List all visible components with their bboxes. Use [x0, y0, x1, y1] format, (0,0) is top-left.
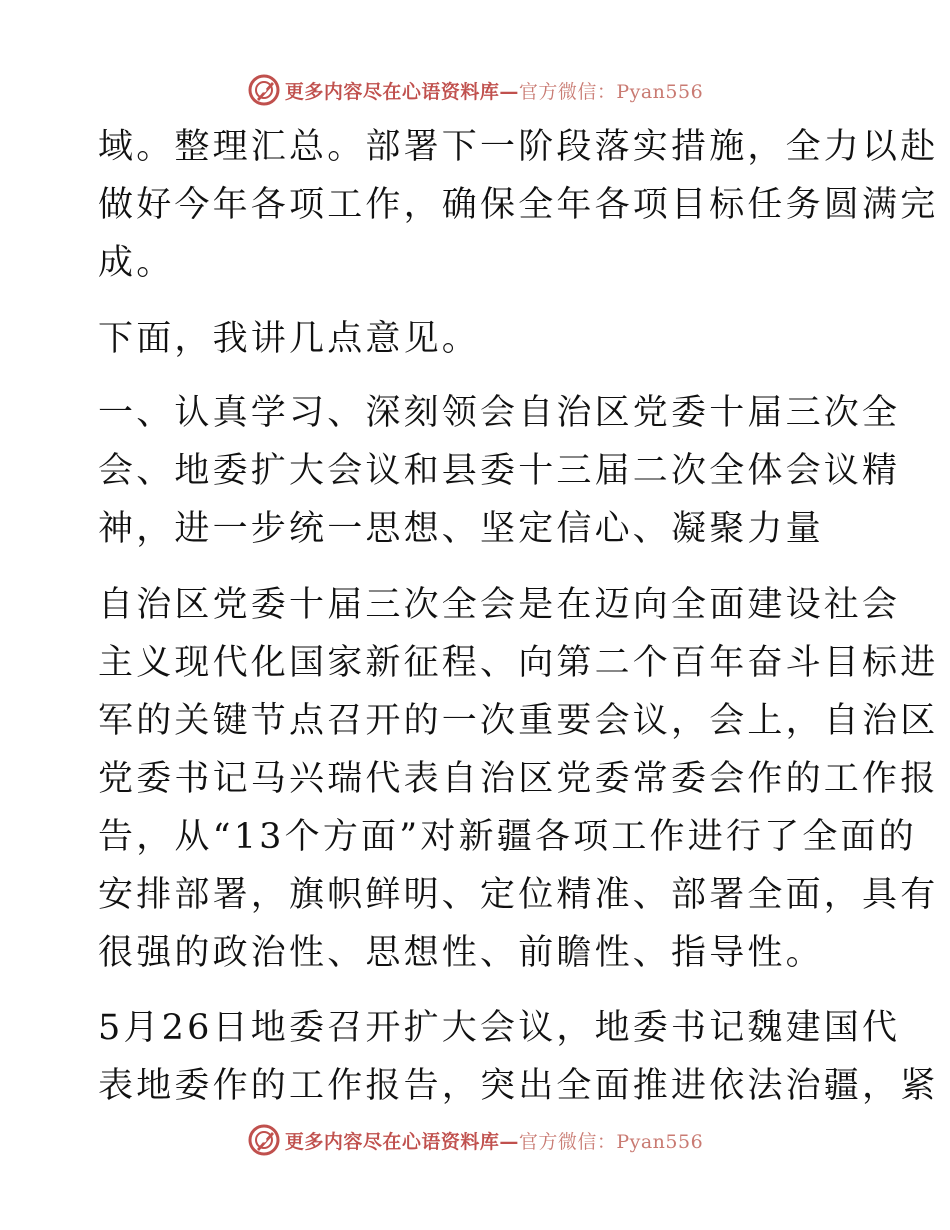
text-line: 很强的政治性、思想性、前瞻性、指导性。 — [98, 933, 824, 973]
section-heading-line: 会、地委扩大会议和县委十三届二次全体会议精 — [98, 451, 901, 491]
text-line: 党委书记马兴瑞代表自治区党委常委会作的工作报 — [98, 759, 939, 799]
watermark-brand-text: 更多内容尽在心语资料库— — [284, 1130, 519, 1153]
section-heading-line: 神，进一步统一思想、坚定信心、凝聚力量 — [98, 509, 824, 549]
text-line: 5月26日地委召开扩大会议，地委书记魏建国代 — [98, 1008, 901, 1048]
text-line: 自治区党委十届三次全会是在迈向全面建设社会 — [98, 585, 901, 625]
text-line: 域。整理汇总。部署下一阶段落实措施，全力以赴 — [98, 127, 939, 167]
text-line: 安排部署，旗帜鲜明、定位精准、部署全面，具有 — [98, 875, 939, 915]
seal-logo-icon — [247, 1123, 281, 1157]
text-line: 成。 — [98, 243, 175, 283]
watermark-contact-text: 官方微信：Pyan556 — [518, 80, 704, 103]
footer-watermark — [0, 1120, 950, 1160]
text-line: 军的关键节点召开的一次重要会议，会上，自治区 — [98, 701, 939, 741]
text-line: 下面，我讲几点意见。 — [98, 319, 481, 359]
text-line: 告，从“13个方面”对新疆各项工作进行了全面的 — [98, 817, 917, 857]
section-heading-line: 一、认真学习、深刻领会自治区党委十届三次全 — [98, 393, 901, 433]
watermark-contact-text: 官方微信：Pyan556 — [518, 1130, 704, 1153]
text-line: 表地委作的工作报告，突出全面推进依法治疆，紧 — [98, 1066, 939, 1106]
text-line: 主义现代化国家新征程、向第二个百年奋斗目标进 — [98, 643, 939, 683]
text-line: 做好今年各项工作，确保全年各项目标任务圆满完 — [98, 185, 939, 225]
watermark-brand-text: 更多内容尽在心语资料库— — [284, 80, 519, 103]
